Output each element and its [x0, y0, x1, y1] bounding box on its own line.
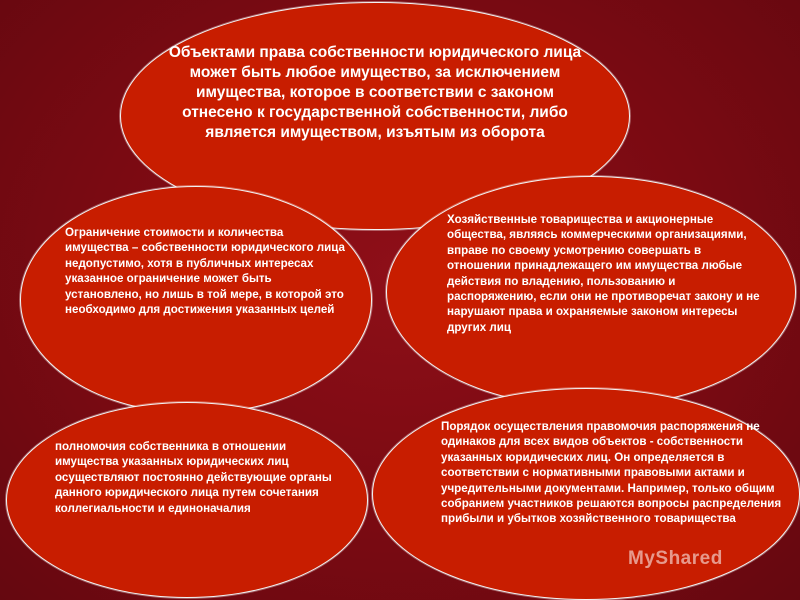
- watermark-logo: MyShared: [628, 548, 723, 569]
- ellipse-text-middle-left: Ограничение стоимости и количества имущества – собственности юридического лица недопустимо, хотя в публичных интересах указанное ограничение может быть установлено, но лишь в той мере, в которой это необходимо для достижения указанных целей: [65, 226, 345, 317]
- ellipse-text-top: Объектами права собственности юридического лица может быть любое имущество, за исключением имущества, которое в соответствии с законом отнесено к государственной собственности, либо является имуществом, изъятым из оборота: [168, 44, 582, 141]
- ellipse-text-middle-right: Хозяйственные товарищества и акционерные общества, являясь коммерческими организациями, вправе по своему усмотрению совершать в отношении принадлежащего им имущества любые действия по владению, пользованию и распоряжению, если они не противоречат закону и не нарушают права и охраняемые законом интересы других лиц: [447, 213, 760, 334]
- ellipse-text-bottom-right: Порядок осуществления правомочия распоряжения не одинаков для всех видов объектов - собственности указанных юридических лиц. Он определяется в соответствии с нормативными правовыми актами и учредительными документами. Например, только общим собранием участников решаются вопросы распределения прибыли и убытков хозяйственного товарищества: [441, 420, 782, 526]
- ellipse-owner-powers: [6, 402, 368, 598]
- ellipse-disposal-procedure: [372, 388, 800, 600]
- ellipse-text-bottom-left: полномочия собственника в отношении имущества указанных юридических лиц осуществляют постоянно действующие органы данного юридического лица путем сочетания коллегиальности и единоначалия: [55, 440, 332, 515]
- ellipse-business-partnerships: [386, 176, 796, 408]
- ellipse-limitation-of-property: [20, 186, 372, 414]
